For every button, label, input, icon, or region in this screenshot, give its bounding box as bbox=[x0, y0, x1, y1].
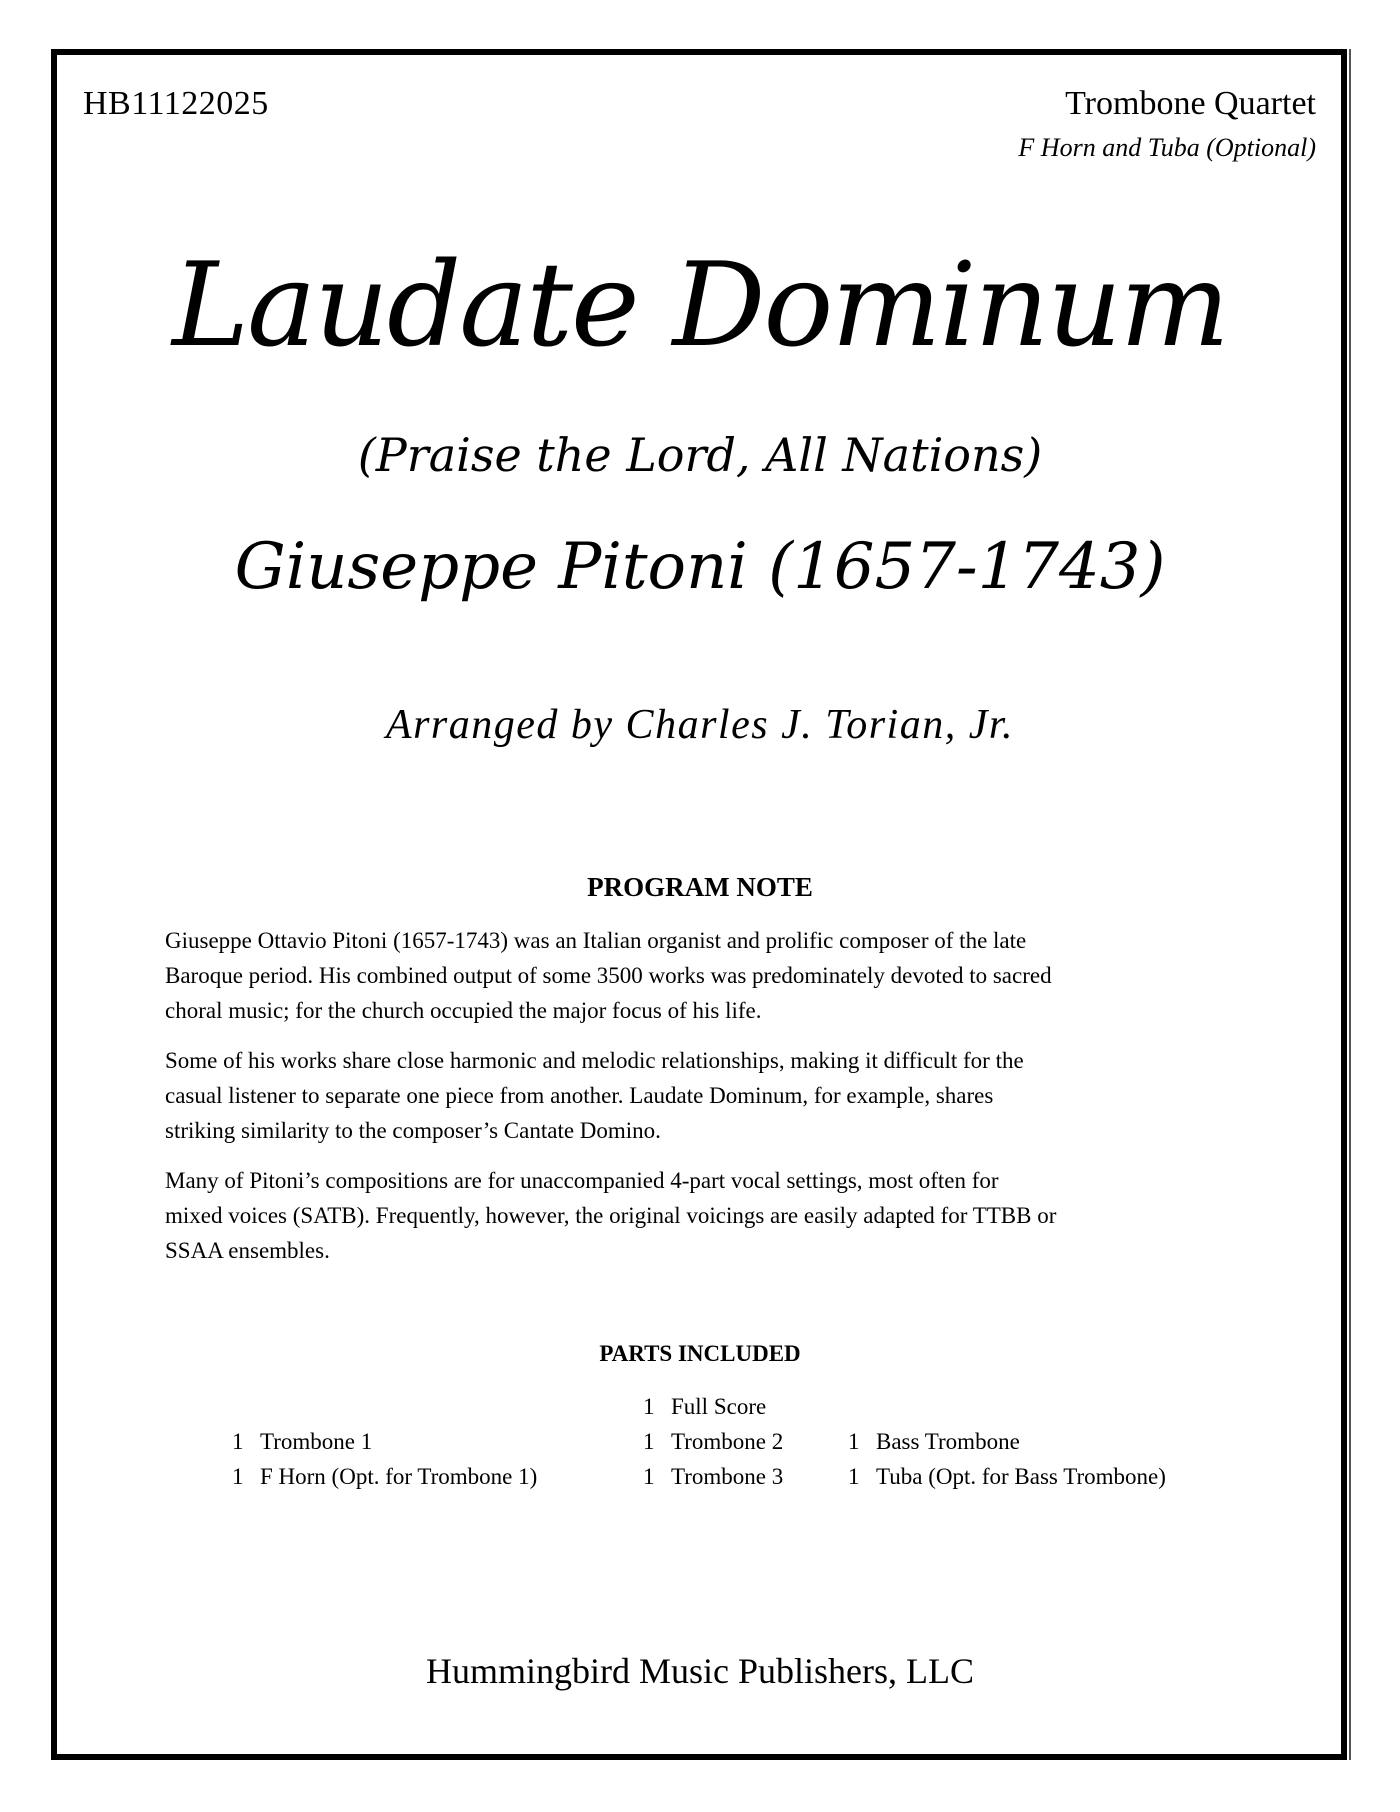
part-item-bass-trombone bbox=[848, 1430, 1020, 1453]
publisher-name: Hummingbird Music Publishers, LLC bbox=[426, 1651, 974, 1691]
optional-instrumentation: F Horn and Tuba (Optional) bbox=[1018, 133, 1316, 162]
text-line: casual listener to separate one piece from another. Laudate Dominum, for example, shares bbox=[165, 1083, 994, 1108]
text-line: Giuseppe Ottavio Pitoni (1657-1743) was an Italian organist and prolific composer of the late bbox=[165, 928, 1027, 953]
ensemble-type: Trombone Quartet bbox=[1065, 85, 1316, 122]
part-quantity: 1 bbox=[848, 1464, 860, 1489]
part-name: Tuba (Opt. for Bass Trombone) bbox=[876, 1464, 1166, 1489]
piece-title: Laudate Dominum bbox=[172, 238, 1228, 373]
program-note-paragraph bbox=[165, 1163, 1245, 1268]
text-line: striking similarity to the composer’s Cantate Domino. bbox=[165, 1118, 661, 1143]
program-note-paragraph bbox=[165, 1043, 1245, 1148]
program-note-body bbox=[165, 923, 1245, 1283]
part-item-trombone-1 bbox=[232, 1430, 372, 1453]
part-name: Trombone 1 bbox=[260, 1429, 373, 1454]
part-item-f-horn bbox=[232, 1465, 537, 1488]
part-quantity: 1 bbox=[232, 1429, 244, 1454]
text-line: mixed voices (SATB). Frequently, however, the original voicings are easily adapted for TTBB or bbox=[165, 1203, 1057, 1228]
part-name: Trombone 2 bbox=[671, 1429, 784, 1454]
composer-name: Giuseppe Pitoni (1657-1743) bbox=[234, 530, 1166, 604]
parts-included-heading: PARTS INCLUDED bbox=[599, 1341, 801, 1366]
part-item-trombone-3 bbox=[643, 1465, 783, 1488]
part-quantity: 1 bbox=[643, 1429, 655, 1454]
part-name: Trombone 3 bbox=[671, 1464, 784, 1489]
program-note-heading: PROGRAM NOTE bbox=[587, 872, 813, 902]
text-line: Baroque period. His combined output of some 3500 works was predominately devoted to sacred bbox=[165, 963, 1052, 988]
part-name: Full Score bbox=[671, 1394, 767, 1419]
program-note-paragraph bbox=[165, 923, 1245, 1028]
piece-subtitle: (Praise the Lord, All Nations) bbox=[357, 428, 1043, 482]
catalog-number: HB11122025 bbox=[83, 85, 269, 122]
part-quantity: 1 bbox=[232, 1464, 244, 1489]
part-item-tuba bbox=[848, 1465, 1166, 1488]
part-item-full-score bbox=[643, 1395, 766, 1418]
text-line: Many of Pitoni’s compositions are for unaccompanied 4-part vocal settings, most often for bbox=[165, 1168, 999, 1193]
text-line: choral music; for the church occupied the major focus of his life. bbox=[165, 998, 762, 1023]
part-quantity: 1 bbox=[848, 1429, 860, 1454]
part-name: F Horn (Opt. for Trombone 1) bbox=[260, 1464, 538, 1489]
part-quantity: 1 bbox=[643, 1464, 655, 1489]
text-line: Some of his works share close harmonic and melodic relationships, making it difficult for the bbox=[165, 1048, 1024, 1073]
arranger-credit: Arranged by Charles J. Torian, Jr. bbox=[385, 702, 1015, 748]
part-item-trombone-2 bbox=[643, 1430, 783, 1453]
part-name: Bass Trombone bbox=[876, 1429, 1020, 1454]
part-quantity: 1 bbox=[643, 1394, 655, 1419]
text-line: SSAA ensembles. bbox=[165, 1238, 330, 1263]
